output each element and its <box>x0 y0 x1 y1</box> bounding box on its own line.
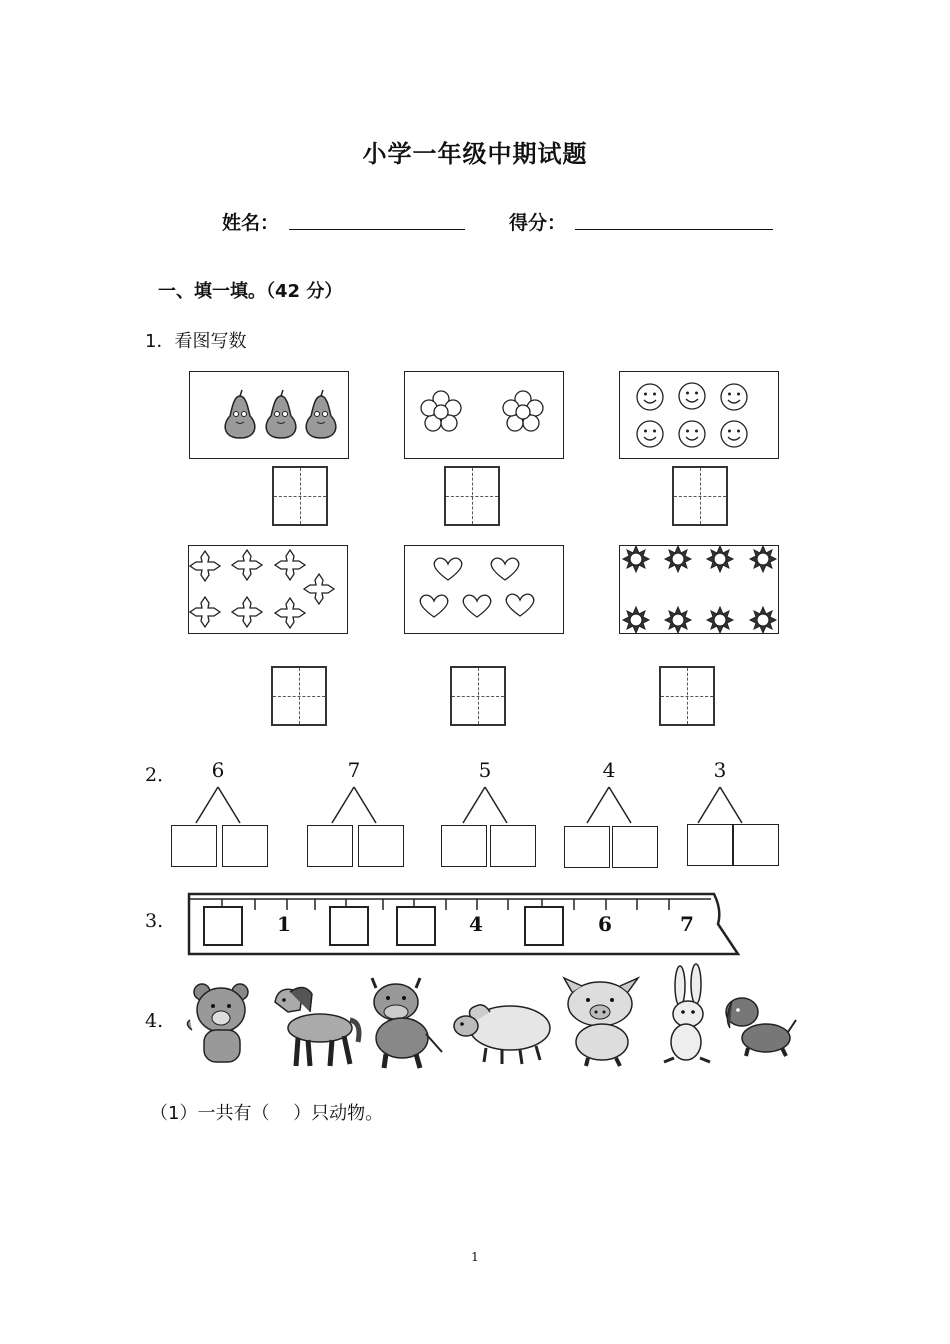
name-label: 姓名： <box>222 212 280 234</box>
answer-box-pears[interactable] <box>272 466 328 526</box>
split-lines <box>186 785 250 825</box>
page-number: 1 <box>471 1250 479 1264</box>
ruler-box[interactable] <box>524 906 564 946</box>
ruler-box[interactable] <box>329 906 369 946</box>
split-box-left[interactable] <box>171 825 217 867</box>
question-3-number: 3. <box>145 910 164 932</box>
smiley-icons <box>620 372 778 458</box>
split-box-left[interactable] <box>307 825 353 867</box>
picture-box-flowers <box>404 371 564 459</box>
split-box-right[interactable] <box>490 825 536 867</box>
sun-icons <box>620 546 778 633</box>
split-box-right[interactable] <box>222 825 268 867</box>
heart-icons <box>405 546 563 633</box>
bear-icon <box>187 984 248 1062</box>
split-lines <box>688 785 752 825</box>
picture-box-pears <box>189 371 349 459</box>
section-heading: 一、填一填。（42 分） <box>158 281 343 302</box>
page-title: 小学一年级中期试题 <box>362 140 588 168</box>
picture-box-suns <box>619 545 779 634</box>
name-field[interactable] <box>289 229 465 230</box>
split-box-left[interactable] <box>687 824 733 866</box>
split-lines <box>453 785 517 825</box>
split-box-left[interactable] <box>441 825 487 867</box>
question-2-number: 2． <box>145 764 177 786</box>
split-number: 5 <box>478 758 492 782</box>
sheep-icon <box>454 1005 550 1064</box>
split-number: 4 <box>602 758 616 782</box>
animals-illustration <box>180 962 800 1074</box>
score-field[interactable] <box>575 229 773 230</box>
ruler-label: 7 <box>680 912 694 936</box>
horse-icon <box>275 987 359 1066</box>
answer-box-suns[interactable] <box>659 666 715 726</box>
answer-box-smileys[interactable] <box>672 466 728 526</box>
ruler-label: 1 <box>277 912 291 936</box>
ruler <box>186 890 742 960</box>
picture-box-hearts <box>404 545 564 634</box>
pig-icon <box>564 978 638 1066</box>
rabbit-icon <box>664 964 710 1062</box>
answer-box-hearts[interactable] <box>450 666 506 726</box>
split-box-right[interactable] <box>612 826 658 868</box>
ruler-label: 6 <box>598 912 612 936</box>
question-4-number: 4. <box>145 1010 164 1032</box>
question-1-text: 看图写数 <box>174 331 247 352</box>
split-number: 3 <box>713 758 727 782</box>
pear-icons <box>190 372 348 458</box>
split-box-right[interactable] <box>358 825 404 867</box>
ruler-box[interactable] <box>203 906 243 946</box>
score-label: 得分： <box>509 212 567 234</box>
cow-icon <box>372 978 442 1068</box>
split-number: 6 <box>211 758 225 782</box>
cross-icons <box>189 546 347 633</box>
picture-box-smileys <box>619 371 779 459</box>
question-1-number: 1．看图写数 <box>145 331 247 352</box>
ruler-label: 4 <box>469 912 483 936</box>
picture-box-crosses <box>188 545 348 634</box>
ruler-box[interactable] <box>396 906 436 946</box>
answer-box-crosses[interactable] <box>271 666 327 726</box>
split-lines <box>322 785 386 825</box>
flower-icons <box>405 372 563 458</box>
dog-icon <box>726 998 796 1056</box>
answer-box-flowers[interactable] <box>444 466 500 526</box>
question-4-sub-1: （1）一共有（ ）只动物。 <box>150 1103 384 1124</box>
split-number: 7 <box>347 758 361 782</box>
split-lines <box>577 785 641 825</box>
split-box-left[interactable] <box>564 826 610 868</box>
split-box-right[interactable] <box>733 824 779 866</box>
